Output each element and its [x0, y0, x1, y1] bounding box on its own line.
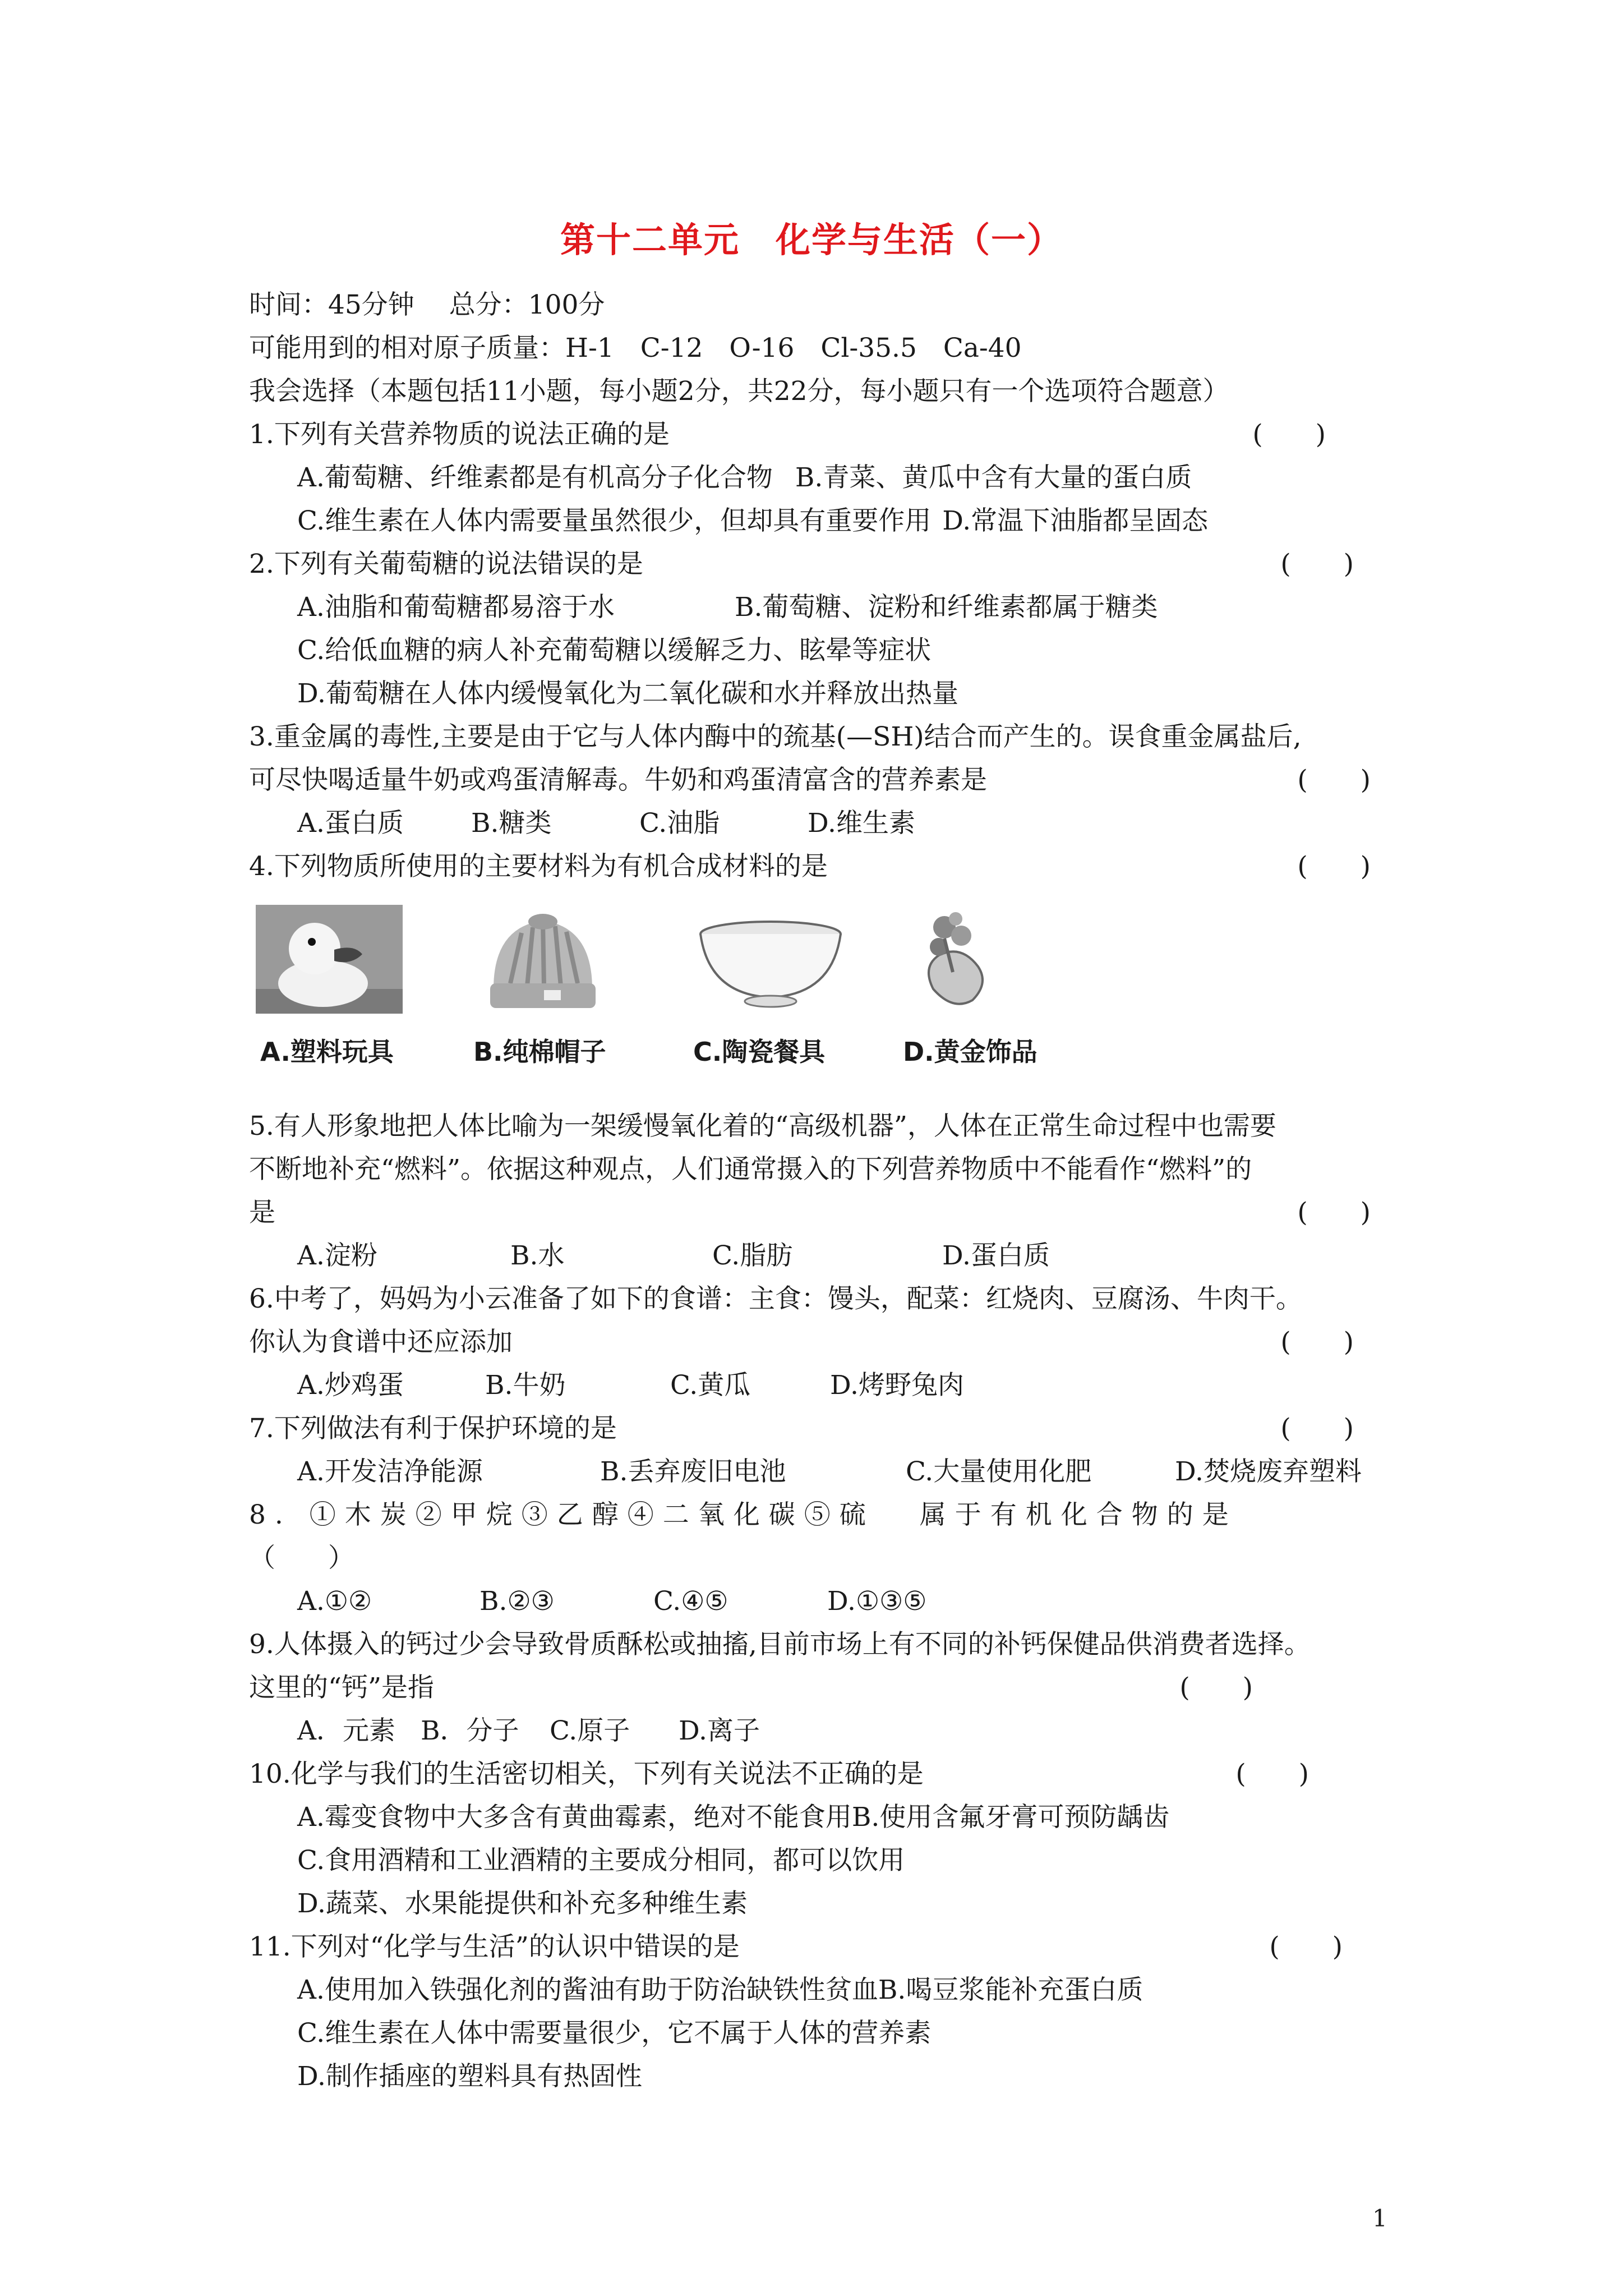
option-b: B.糖类 [471, 808, 552, 839]
option-c: C.油脂 [639, 808, 720, 839]
question-8-answer-blank: （ ） [249, 1543, 354, 1573]
question-4-stem: 4.下列物质所使用的主要材料为有机合成材料的是 ( ) [249, 845, 1387, 888]
question-1-options-row-1 [249, 456, 1387, 499]
option-b: B.青菜、黄瓜中含有大量的蛋白质 [795, 462, 1192, 493]
option-c: C.④⑤ [653, 1586, 728, 1617]
option-d: D.常温下油脂都呈固态 [942, 505, 1209, 536]
option-b: B.葡萄糖、淀粉和纤维素都属于糖类 [735, 592, 1158, 623]
option-b: B．分子 [421, 1715, 519, 1746]
question-10-option-d: D.蔬菜、水果能提供和补充多种维生素 [297, 1888, 748, 1919]
option-b: B.丢弃废旧电池 [600, 1456, 786, 1487]
answer-blank: ( ) [1280, 549, 1354, 579]
question-2-option-c: C.给低血糖的病人补充葡萄糖以缓解乏力、眩晕等症状 [297, 635, 932, 666]
option-d: D.烤野兔肉 [830, 1370, 964, 1401]
question-10-stem: 10.化学与我们的生活密切相关，下列有关说法不正确的是 ( ) [249, 1752, 1387, 1796]
question-9-stem-line-2: 这里的“钙”是指 ( ) [249, 1666, 1387, 1709]
question-1-options-row-2 [249, 499, 1387, 542]
atomic-mass-info: 可能用到的相对原子质量：H-1 C-12 O-16 Cl-35.5 Ca-40 [249, 333, 1022, 364]
question-5-options [249, 1234, 1387, 1277]
option-d: D.维生素 [808, 808, 915, 839]
option-a: A.①② [297, 1586, 372, 1617]
question-2-stem: 2.下列有关葡萄糖的说法错误的是 ( ) [249, 542, 1387, 586]
option-b: B.喝豆浆能补充蛋白质 [878, 1975, 1144, 2005]
question-6-stem-line-1: 6.中考了，妈妈为小云准备了如下的食谱：主食：馒头，配菜：红烧肉、豆腐汤、牛肉干。 [249, 1283, 1302, 1314]
option-c: C.原子 [550, 1715, 630, 1746]
question-1-stem: 1.下列有关营养物质的说法正确的是 ( ) [249, 413, 1387, 456]
question-2-option-d: D.葡萄糖在人体内缓慢氧化为二氧化碳和水并释放出热量 [297, 678, 958, 709]
question-4-images [249, 905, 1387, 1084]
answer-blank: ( ) [1280, 1413, 1354, 1444]
option-b: B.牛奶 [485, 1370, 566, 1401]
question-10-options-row-1 [249, 1796, 1387, 1839]
option-a: A．元素 [297, 1715, 395, 1746]
option-b: B.②③ [479, 1586, 555, 1617]
answer-blank: ( ) [1297, 765, 1371, 795]
option-c: C.大量使用化肥 [906, 1456, 1092, 1487]
question-9-stem-line-1: 9.人体摄入的钙过少会导致骨质酥松或抽搐,目前市场上有不同的补钙保健品供消费者选择。 [249, 1629, 1311, 1660]
page-number: 1 [1372, 2205, 1387, 2232]
answer-blank: ( ) [1297, 1197, 1371, 1228]
exam-content [249, 283, 1387, 2098]
ceramic-bowl-photo [686, 905, 855, 1014]
answer-blank: ( ) [1269, 1931, 1343, 1962]
answer-blank: ( ) [1280, 1327, 1354, 1358]
question-11-stem: 11.下列对“化学与生活”的认识中错误的是 ( ) [249, 1925, 1387, 1968]
option-a: A.炒鸡蛋 [297, 1370, 404, 1401]
question-2-options-row-1 [249, 586, 1387, 629]
gold-ring-photo [900, 905, 1012, 1014]
image-d-label: D.黄金饰品 [903, 1037, 1038, 1067]
knit-hat-photo [471, 905, 615, 1020]
option-d: D.离子 [679, 1715, 760, 1746]
question-7-stem: 7.下列做法有利于保护环境的是 ( ) [249, 1407, 1387, 1450]
image-b-label: B.纯棉帽子 [473, 1037, 606, 1067]
answer-blank: ( ) [1297, 851, 1371, 882]
question-3-stem-line-2: 可尽快喝适量牛奶或鸡蛋清解毒。牛奶和鸡蛋清富含的营养素是 ( ) [249, 758, 1387, 802]
option-b: B.使用含氟牙膏可预防龋齿 [851, 1802, 1170, 1833]
question-10-option-c: C.食用酒精和工业酒精的主要成分相同，都可以饮用 [297, 1845, 905, 1876]
section-instructions: 我会选择（本题包括11小题，每小题2分，共22分，每小题只有一个选项符合题意） [249, 376, 1229, 407]
question-6-stem-line-2: 你认为食谱中还应添加 ( ) [249, 1320, 1387, 1364]
option-a: A.开发洁净能源 [297, 1456, 483, 1487]
answer-blank: ( ) [1252, 419, 1326, 450]
question-11-option-c: C.维生素在人体中需要量很少，它不属于人体的营养素 [297, 2018, 932, 2049]
question-5-stem-line-1: 5.有人形象地把人体比喻为一架缓慢氧化着的“高级机器”，人体在正常生命过程中也需要 [249, 1111, 1276, 1142]
rubber-duck-photo [256, 905, 403, 1014]
option-d: D.焚烧废弃塑料 [1175, 1456, 1362, 1487]
question-3-options [249, 802, 1387, 845]
option-a: A.蛋白质 [297, 808, 404, 839]
option-a: A.霉变食物中大多含有黄曲霉素，绝对不能食用 [297, 1802, 852, 1833]
option-d: D.①③⑤ [827, 1586, 927, 1617]
answer-blank: ( ) [1179, 1672, 1253, 1703]
option-b: B.水 [510, 1240, 565, 1271]
option-a: A.使用加入铁强化剂的酱油有助于防治缺铁性贫血 [297, 1975, 878, 2005]
image-a-label: A.塑料玩具 [260, 1037, 394, 1067]
question-8-options [249, 1580, 1387, 1623]
question-11-options-row-1 [249, 1968, 1387, 2012]
question-5-stem-line-2: 不断地补充“燃料”。依据这种观点，人们通常摄入的下列营养物质中不能看作“燃料”的 [249, 1154, 1252, 1185]
option-a: A.葡萄糖、纤维素都是有机高分子化合物 [297, 462, 773, 493]
answer-blank: ( ) [1235, 1759, 1309, 1789]
question-11-option-d: D.制作插座的塑料具有热固性 [297, 2061, 642, 2092]
option-d: D.蛋白质 [942, 1240, 1050, 1271]
question-8-stem: 8. ①木炭②甲烷③乙醇④二氧化碳⑤硫 属于有机化合物的是 [249, 1499, 1238, 1530]
option-c: C.脂肪 [712, 1240, 793, 1271]
option-c: C.维生素在人体内需要量虽然很少，但却具有重要作用 [297, 505, 932, 536]
exam-time-info: 时间：45分钟 总分：100分 [249, 289, 605, 320]
option-c: C.黄瓜 [670, 1370, 751, 1401]
image-c-label: C.陶瓷餐具 [693, 1037, 826, 1067]
option-a: A.油脂和葡萄糖都易溶于水 [297, 592, 615, 623]
question-3-stem-line-1: 3.重金属的毒性,主要是由于它与人体内酶中的巯基(—SH)结合而产生的。误食重金属盐后, [249, 721, 1302, 752]
question-7-options [249, 1450, 1387, 1493]
option-a: A.淀粉 [297, 1240, 377, 1271]
page-title: 第十二单元 化学与生活（一） [560, 219, 1063, 260]
question-6-options [249, 1364, 1387, 1407]
question-5-stem-line-3: 是 ( ) [249, 1191, 1387, 1234]
question-9-options [249, 1709, 1387, 1752]
